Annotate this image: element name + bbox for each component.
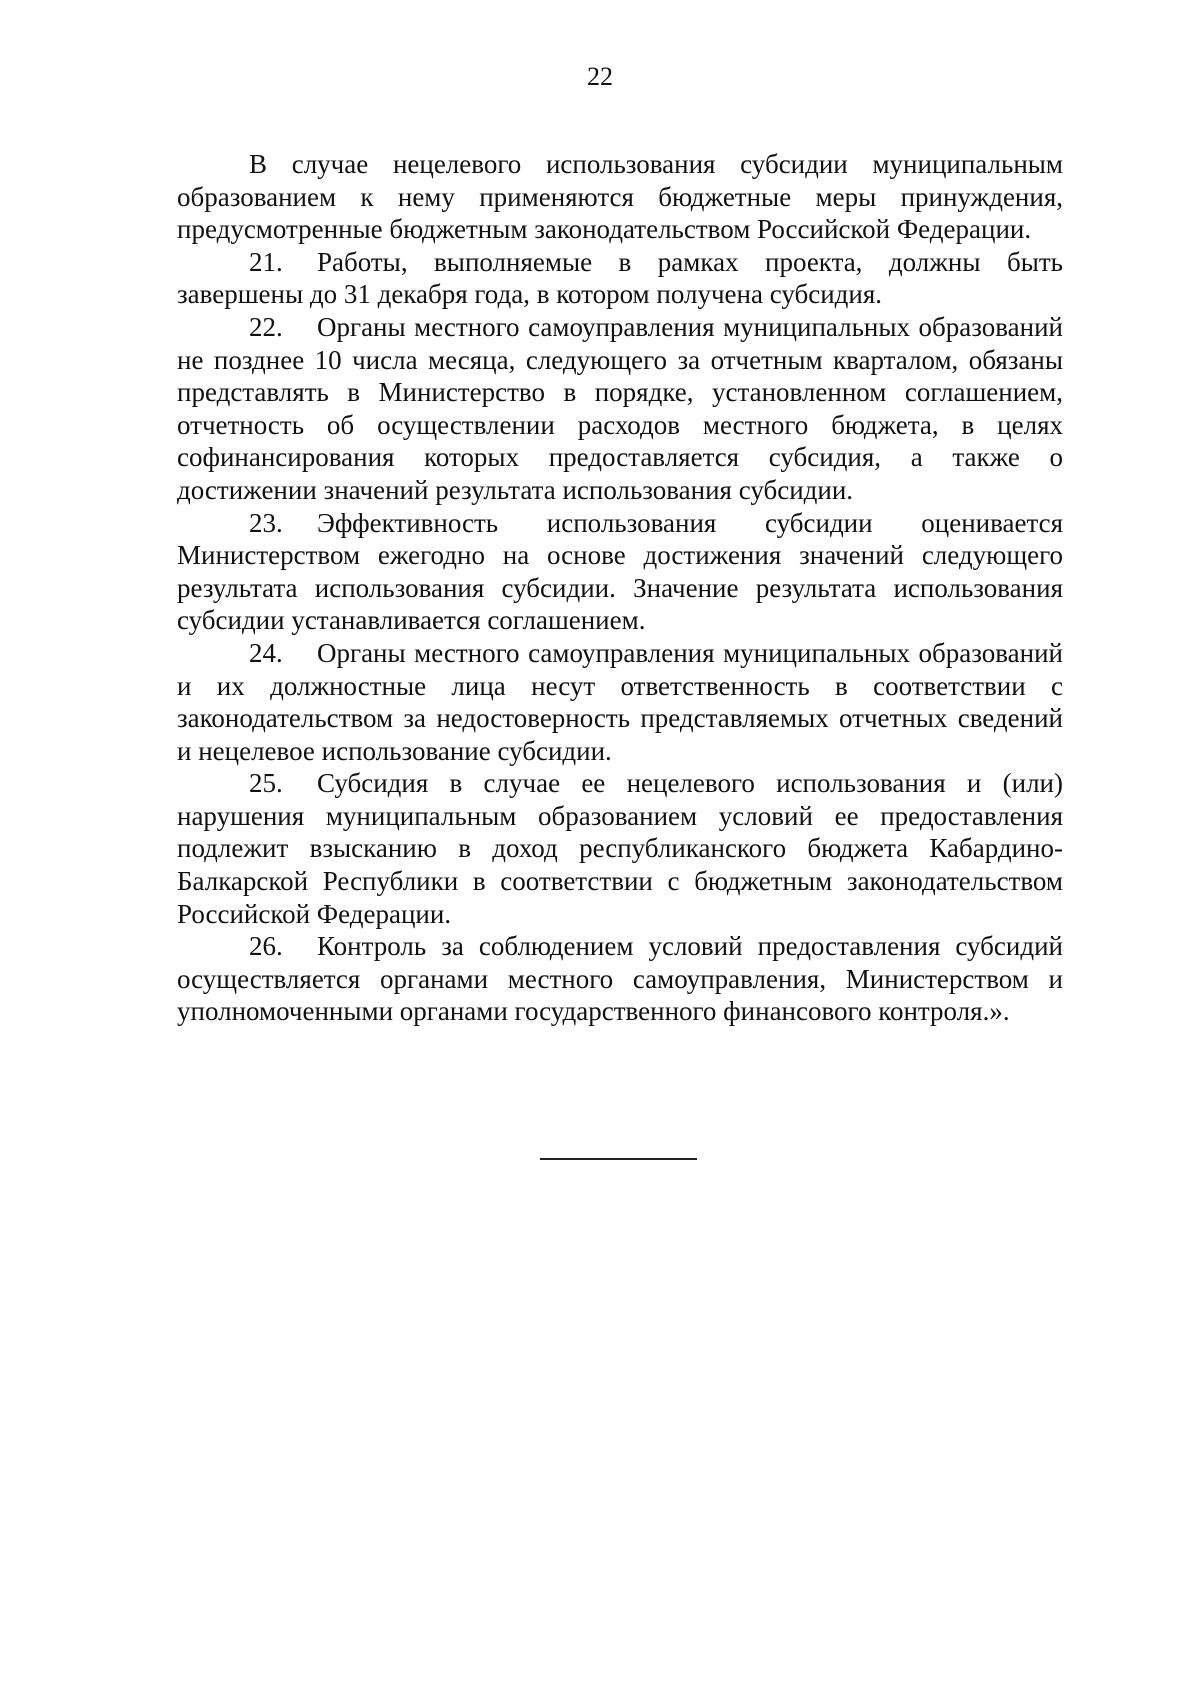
paragraph-text: В случае нецелевого использования субсидии муниципальным образованием к нему применяются бюджетные меры принуждения, предусмотренные бюджетным законодательством Российской Федерации. [177, 149, 1063, 245]
closing-divider [540, 1158, 697, 1160]
paragraph-21 [177, 246, 1063, 311]
page-number: 22 [587, 62, 613, 91]
paragraph-26 [177, 930, 1063, 1028]
paragraph-text: Эффективность использования субсидии оценивается Министерством ежегодно на основе достижения значений следующего результата использования субсидии. Значение результата использования субсидии устанавливается соглашением. [177, 507, 1063, 636]
paragraph-text: Контроль за соблюдением условий предоставления субсидий осуществляется органами местного самоуправления, Министерством и уполномоченными органами государственного финансового контроля.». [177, 931, 1063, 1027]
paragraph-number: 26. [249, 931, 283, 962]
paragraph-number: 24. [249, 637, 283, 668]
paragraph-intro [177, 148, 1063, 246]
paragraph-text: Органы местного самоуправления муниципальных образований не позднее 10 числа месяца, следующего за отчетным кварталом, обязаны представлять в Министерство в порядке, установленном соглашением, отчетность об осуществлении расходов местного бюджета, в целях софинансирования которых предоставляется субсидия, а также о достижении значений результата использования субсидии. [177, 311, 1063, 505]
paragraph-number: 25. [249, 768, 283, 799]
paragraph-25 [177, 767, 1063, 930]
paragraph-text: Субсидия в случае ее нецелевого использования и (или) нарушения муниципальным образованием условий ее предоставления подлежит взысканию в доход республиканского бюджета Кабардино-Балкарской Республики в соответствии с бюджетным законодательством Российской Федерации. [177, 768, 1063, 929]
paragraph-text: Органы местного самоуправления муниципальных образований и их должностные лица несут ответственность в соответствии с законодательством за недостоверность представляемых отчетных сведений и нецелевое использование субсидии. [177, 637, 1063, 766]
paragraph-23 [177, 507, 1063, 637]
paragraph-number: 22. [249, 311, 283, 342]
paragraph-number: 23. [249, 507, 283, 538]
paragraph-24 [177, 637, 1063, 767]
document-body [177, 148, 1063, 1028]
paragraph-text: Работы, выполняемые в рамках проекта, должны быть завершены до 31 декабря года, в котором получена субсидия. [177, 246, 1063, 310]
paragraph-number: 21. [249, 246, 283, 277]
paragraph-22 [177, 311, 1063, 507]
